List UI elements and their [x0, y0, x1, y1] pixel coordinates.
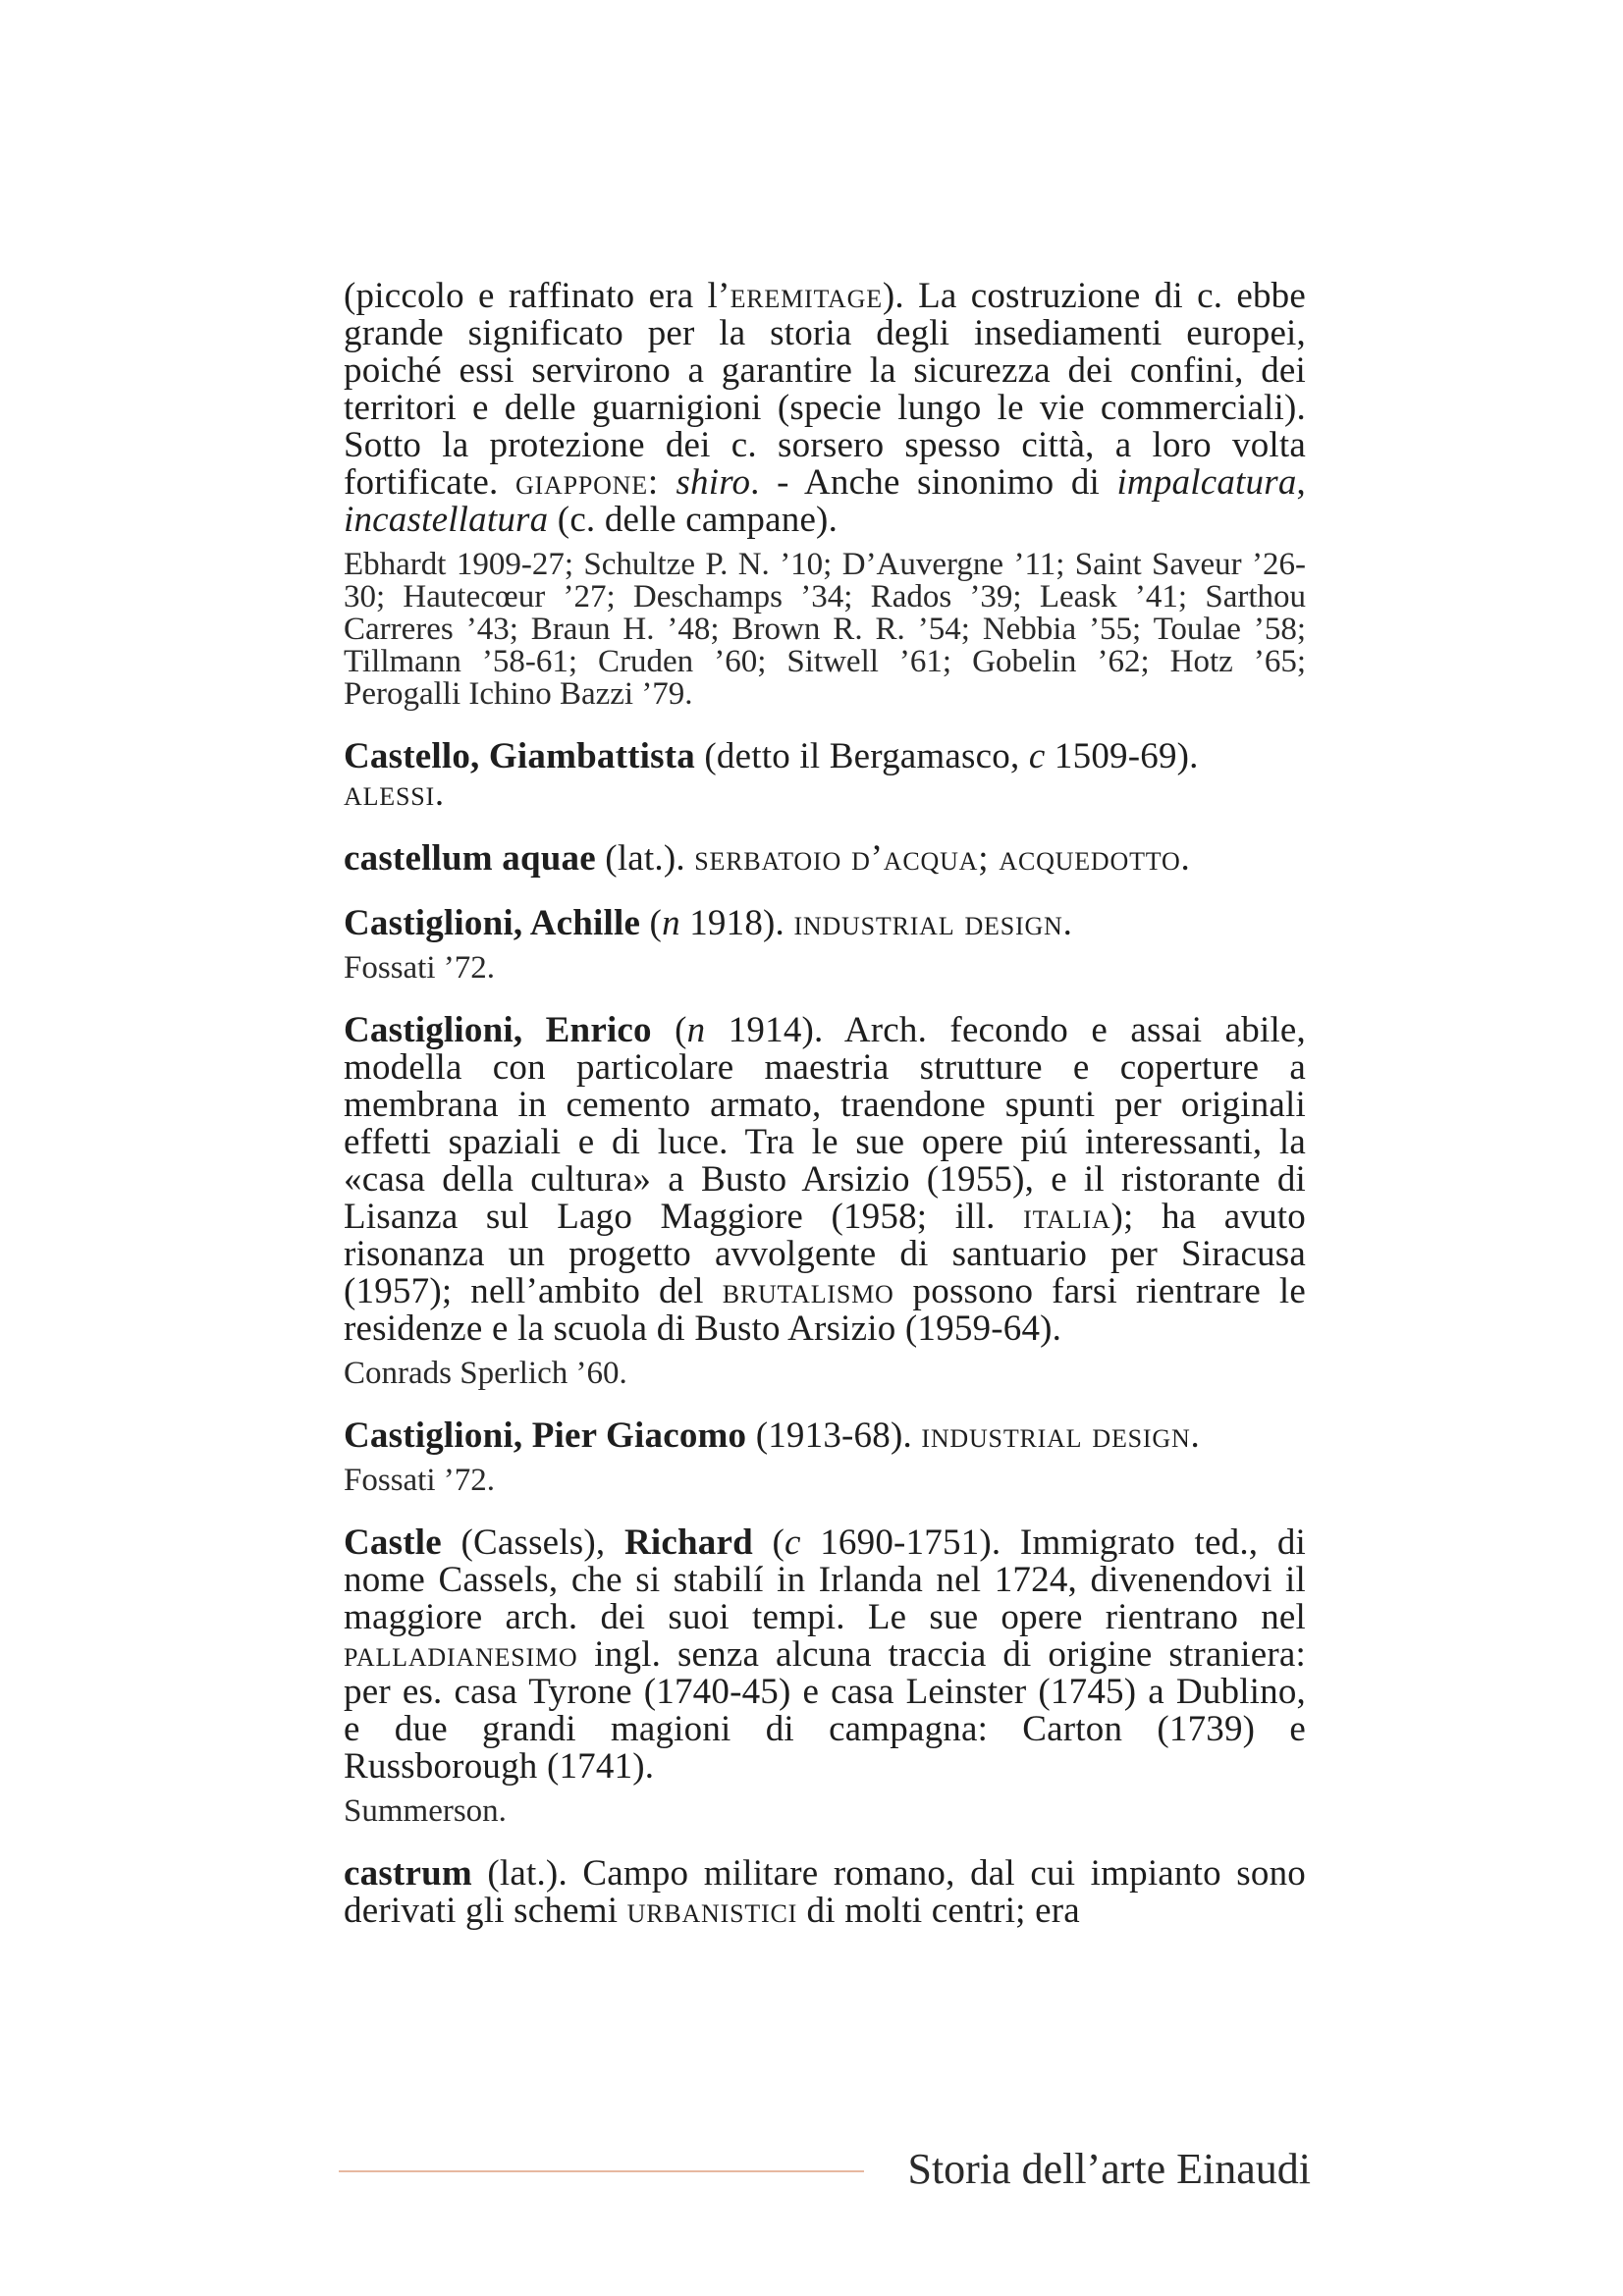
entry-headword: Castiglioni, Enrico: [344, 1010, 652, 1050]
cross-reference[interactable]: alessi.: [344, 774, 445, 814]
bibliography: Ebhardt 1909-27; Schultze P. N. ’10; D’Auvergne ’11; Saint Saveur ’26-30; Hautecœur ’27; Deschamps ’34; Rados ’39; Leask ’41; Sarthou Carreres ’43; Braun H. ’48; Brown R. R. ’54; Nebbia ’55; Toulae ’58; Tillmann ’58-61; Cruden ’60; Sitwell ’61; Gobelin ’62; Hotz ’65; Perogalli Ichino Bazzi ’79.: [344, 547, 1306, 712]
cross-reference[interactable]: giappone:: [514, 462, 659, 503]
text-run: ingl. senza alcuna traccia di origine straniera: per es. casa Tyrone (1740-45) e casa Leinster (1745) a Dublino, e due grandi magioni di campagna: Carton (1739) e Russborough (1741).: [344, 1634, 1306, 1787]
text-run: possono farsi rientrare le residenze e la scuola di Busto Arsizio (1959-64).: [344, 1271, 1306, 1349]
entry-castiglioni-achille: [344, 905, 1306, 942]
cross-reference[interactable]: eremitage: [730, 276, 883, 316]
text-run: (1913-68).: [746, 1415, 922, 1456]
footer-divider: [339, 2170, 864, 2172]
italic-term: incastellatura: [344, 500, 549, 540]
cross-reference[interactable]: industrial design.: [921, 1415, 1201, 1456]
text-run: (Cassels),: [441, 1522, 624, 1563]
cross-reference[interactable]: urbanistici: [626, 1891, 798, 1931]
text-run: ). La costruzione di c. ebbe grande significato per la storia degli insediamenti europei, poiché essi servirono a garantire la sicurezza dei confini, dei territori e delle guarnigioni (specie lungo le vie commerciali). Sotto la protezione dei c. sorsero spesso città, a loro volta fortificate.: [344, 276, 1307, 503]
bibliography: Conrads Sperlich ’60.: [344, 1356, 627, 1391]
entry-headword: castellum aquae: [344, 838, 596, 879]
entry-headword: Castiglioni, Pier Giacomo: [344, 1415, 747, 1456]
bibliography: Fossati ’72.: [344, 950, 496, 986]
text-run: (lat.). Campo militare romano, dal cui impianto sono derivati gli schemi: [344, 1853, 1306, 1931]
cross-reference[interactable]: industrial design.: [793, 903, 1073, 943]
entry-castellum-aquae: [344, 840, 1306, 878]
entry-headword: Castle: [344, 1522, 442, 1563]
entry-castle-richard: [344, 1524, 1306, 1786]
entry-castiglioni-enrico: [344, 1012, 1306, 1348]
entry-headword: Castiglioni, Achille: [344, 903, 641, 943]
text-run: 1690-1751). Immigrato ted., di nome Cassels, che si stabilí in Irlanda nel 1724, divenendovi il maggiore arch. dei suoi tempi. Le sue opere rientrano nel: [344, 1522, 1306, 1637]
text-run: [659, 462, 676, 503]
cross-reference[interactable]: palladianesimo: [344, 1634, 578, 1675]
text-run: (lat.).: [595, 838, 695, 879]
italic-term: shiro: [676, 462, 751, 503]
cross-reference[interactable]: serbatoio d’acqua; acquedotto.: [694, 838, 1191, 879]
cross-reference[interactable]: brutalismo: [722, 1271, 894, 1311]
dictionary-body: [344, 278, 1306, 1930]
text-run: ); ha avuto risonanza un progetto avvolgente di santuario per Siracusa (1957); nell’ambito del: [344, 1197, 1306, 1311]
italic-term: n: [686, 1010, 706, 1050]
text-run: (detto il Bergamasco,: [694, 736, 1029, 776]
entry-castrum: [344, 1855, 1306, 1930]
text-run: 1918).: [679, 903, 794, 943]
entry-castiglioni-pier-giacomo: [344, 1417, 1306, 1455]
text-run: (c. delle campane).: [548, 500, 839, 540]
text-run: 1914). Arch. fecondo e assai abile, modella con particolare maestria strutture e coperture a membrana in cemento armato, traendone spunti per originali effetti spaziali e di luce. Tra le sue opere piú interessanti, la «casa della cultura» a Busto Arsizio (1955), e il ristorante di Lisanza sul Lago Maggiore (1958; ill.: [344, 1010, 1306, 1237]
bibliography: Fossati ’72.: [344, 1463, 496, 1498]
text-run: (: [651, 1010, 687, 1050]
text-run: . - Anche sinonimo di: [750, 462, 1117, 503]
text-run: (: [640, 903, 663, 943]
entry-headword: Richard: [623, 1522, 753, 1563]
entry-headword: castrum: [344, 1853, 472, 1894]
italic-term: n: [662, 903, 680, 943]
entry-headword: Castello, Giambattista: [344, 736, 695, 776]
text-run: 1509-69).: [1045, 736, 1199, 776]
text-run: (: [752, 1522, 784, 1563]
text-run: di molti centri; era: [797, 1891, 1080, 1931]
text-run: ,: [1296, 462, 1306, 503]
italic-term: c: [1028, 736, 1046, 776]
text-run: (piccolo e raffinato era l’: [344, 276, 730, 316]
entry-castello-giambattista: [344, 738, 1306, 813]
continued-entry-text: [344, 278, 1306, 539]
italic-term: impalcatura: [1116, 462, 1297, 503]
footer-title: Storia dell’arte Einaudi: [907, 2145, 1311, 2193]
cross-reference[interactable]: italia: [1023, 1197, 1111, 1237]
bibliography: Summerson.: [344, 1793, 507, 1829]
italic-term: c: [784, 1522, 801, 1563]
